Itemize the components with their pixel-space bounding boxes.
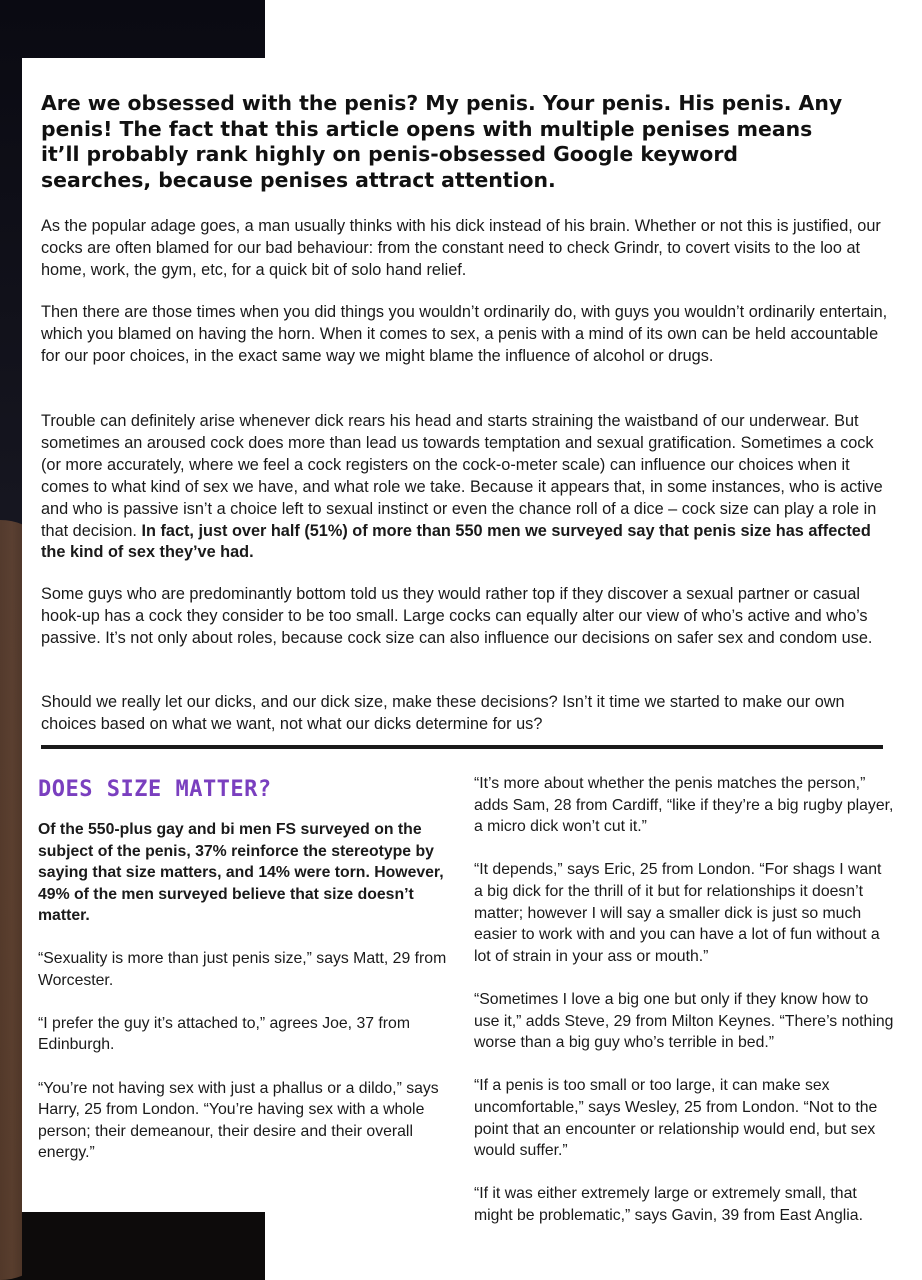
quote-gavin: “If it was either extremely large or extremely small, that might be problematic,” says Gavin, 39 from East Anglia. xyxy=(474,1185,863,1224)
quote-joe: “I prefer the guy it’s attached to,” agrees Joe, 37 from Edinburgh. xyxy=(38,1014,411,1054)
sidebar-right-column xyxy=(474,773,894,1248)
sidebar-heading: DOES SIZE MATTER? xyxy=(38,777,272,802)
quote-sam: “It’s more about whether the penis matches the person,” adds Sam, 28 from Cardiff, “like if they’re a big rugby player, a micro dick won’t cut it.” xyxy=(474,775,894,836)
quote-steve: “Sometimes I love a big one but only if they know how to use it,” adds Steve, 29 from Milton Keynes. “There’s nothing worse than a big guy who’s terrible in bed.” xyxy=(474,990,894,1052)
section-divider xyxy=(41,745,883,749)
sidebar-left-column xyxy=(38,775,458,1186)
body-paragraph-5: Should we really let our dicks, and our dick size, make these decisions? Isn’t it time we started to make our own choices based on what we want, not what our dicks determine for us? xyxy=(41,693,845,733)
body-paragraph-2: Then there are those times when you did things you wouldn’t ordinarily do, with guys you wouldn’t ordinarily entertain, which you blamed on having the horn. When it comes to sex, a penis with a mind of its own can be held accountable for our poor choices, in the exact same way we might blame the influence of alcohol or drugs. xyxy=(41,303,888,365)
quote-wesley: “If a penis is too small or too large, it can make sex uncomfortable,” says Wesley, 25 from London. “Not to the point that an encounter or relationship would end, but sex would suffer.” xyxy=(474,1077,878,1160)
intro-paragraph: Are we obsessed with the penis? My penis. Your penis. His penis. Any penis! The fact that this article opens with multiple penises means it’ll probably rank highly on penis-obsessed Google keyword searches, because penises attract attention. xyxy=(41,91,843,192)
body-paragraph-3 xyxy=(41,411,891,564)
background-photo-bottom xyxy=(22,1212,265,1280)
body-paragraph-3-highlight: In fact, just over half (51%) of more than 550 men we surveyed say that penis size has affected the kind of sex they’ve had. xyxy=(41,521,871,562)
quote-matt: “Sexuality is more than just penis size,” says Matt, 29 from Worcester. xyxy=(38,949,447,989)
quote-eric: “It depends,” says Eric, 25 from London. “For shags I want a big dick for the thrill of it but for relationships it doesn’t matter; however I will say a smaller dick is just so much easier to work with and you can have a lot of fun without a lot of strain in your ass or mouth.” xyxy=(474,861,882,965)
sidebar-lead: Of the 550-plus gay and bi men FS surveyed on the subject of the penis, 37% reinforce the stereotype by saying that size matters, and 14% were torn. However, 49% of the men surveyed believe that size doesn’t matter. xyxy=(38,821,444,925)
body-paragraph-4: Some guys who are predominantly bottom told us they would rather top if they discover a sexual partner or casual hook-up has a cock they consider to be too small. Large cocks can equally alter our view of who’s active and who’s passive. It’s not only about roles, because cock size can also influence our decisions on safer sex and condom use. xyxy=(41,585,873,647)
body-paragraph-3-text: Trouble can definitely arise whenever dick rears his head and starts straining the waistband of our underwear. But sometimes an aroused cock does more than lead us towards temptation and sexual gratification. Sometimes a cock (or more accurately, where we feel a cock registers on the cock-o-meter scale) can influence our choices when it comes to what kind of sex we have, and what role we take. Because it appears that, in some instances, who is active and who is passive isn’t a choice left to sexual instinct or even the chance roll of a dice – cock size can play a role in that decision. xyxy=(41,412,883,540)
body-paragraph-1: As the popular adage goes, a man usually thinks with his dick instead of his brain. Whether or not this is justified, our cocks are often blamed for our bad behaviour: from the constant need to check Grindr, to covert visits to the loo at home, work, the gym, etc, for a quick bit of solo hand relief. xyxy=(41,217,881,279)
quote-harry: “You’re not having sex with just a phallus or a dildo,” says Harry, 25 from London. “You’re having sex with a whole person; their demeanour, their desire and their overall energy.” xyxy=(38,1079,439,1162)
